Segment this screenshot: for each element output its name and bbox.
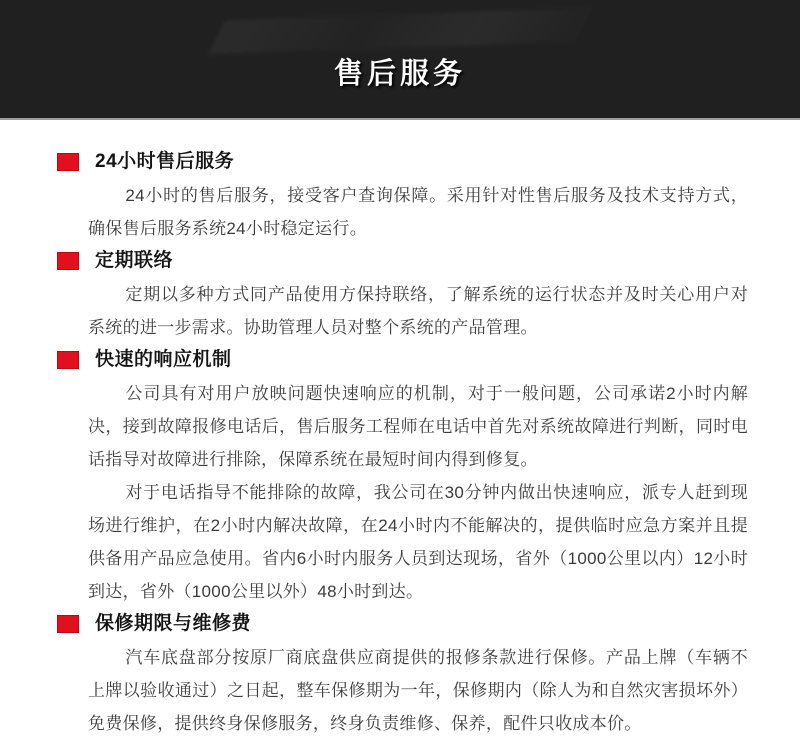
section-paragraph: 对于电话指导不能排除的故障，我公司在30分钟内做出快速响应，派专人赶到现场进行维护，在2小时内解决故障，在24小时内不能解决的，提供临时应急方案并且提供备用产品应急使用。省内6小时内服务人员到达现场，省外（1000公里以内）12小时到达，省外（1000公里以外）48小时到达。 bbox=[88, 483, 748, 601]
section-heading-row bbox=[57, 347, 748, 373]
section-heading-row bbox=[57, 149, 748, 175]
section-title: 定期联络 bbox=[95, 250, 174, 271]
section-paragraph: 定期以多种方式同产品使用方保持联络，了解系统的运行状态并及时关心用户对系统的进一步需求。协助管理人员对整个系统的产品管理。 bbox=[88, 285, 748, 337]
section-heading-row bbox=[57, 248, 748, 274]
section-heading-row bbox=[57, 611, 748, 637]
service-section bbox=[57, 347, 748, 608]
watermark-smudge bbox=[208, 8, 591, 55]
red-square-bullet-icon bbox=[57, 351, 79, 369]
section-paragraph: 公司具有对用户放映问题快速响应的机制，对于一般问题，公司承诺2小时内解决，接到故障报修电话后，售后服务工程师在电话中首先对系统故障进行判断，同时电话指导对故障进行排除，保障系统在最短时间内得到修复。 bbox=[88, 384, 748, 469]
section-title: 保修期限与维修费 bbox=[95, 613, 252, 634]
service-section bbox=[57, 248, 748, 344]
section-paragraph: 汽车底盘部分按原厂商底盘供应商提供的报修条款进行保修。产品上牌（车辆不上牌以验收通过）之日起，整车保修期为一年，保修期内（除人为和自然灾害损坏外）免费保修，提供终身保修服务，终身负责维修、保养，配件只收成本价。 bbox=[88, 648, 748, 733]
red-square-bullet-icon bbox=[57, 252, 79, 270]
page-header bbox=[0, 0, 800, 120]
service-section bbox=[57, 149, 748, 245]
service-section bbox=[57, 611, 748, 740]
section-title: 快速的响应机制 bbox=[95, 349, 232, 370]
section-paragraph: 24小时的售后服务，接受客户查询保障。采用针对性售后服务及技术支持方式，确保售后服务系统24小时稳定运行。 bbox=[88, 186, 748, 238]
service-content bbox=[0, 120, 800, 740]
section-title: 24小时售后服务 bbox=[95, 151, 235, 172]
red-square-bullet-icon bbox=[57, 153, 79, 171]
page-title: 售后服务 bbox=[333, 58, 466, 90]
red-square-bullet-icon bbox=[57, 615, 79, 633]
